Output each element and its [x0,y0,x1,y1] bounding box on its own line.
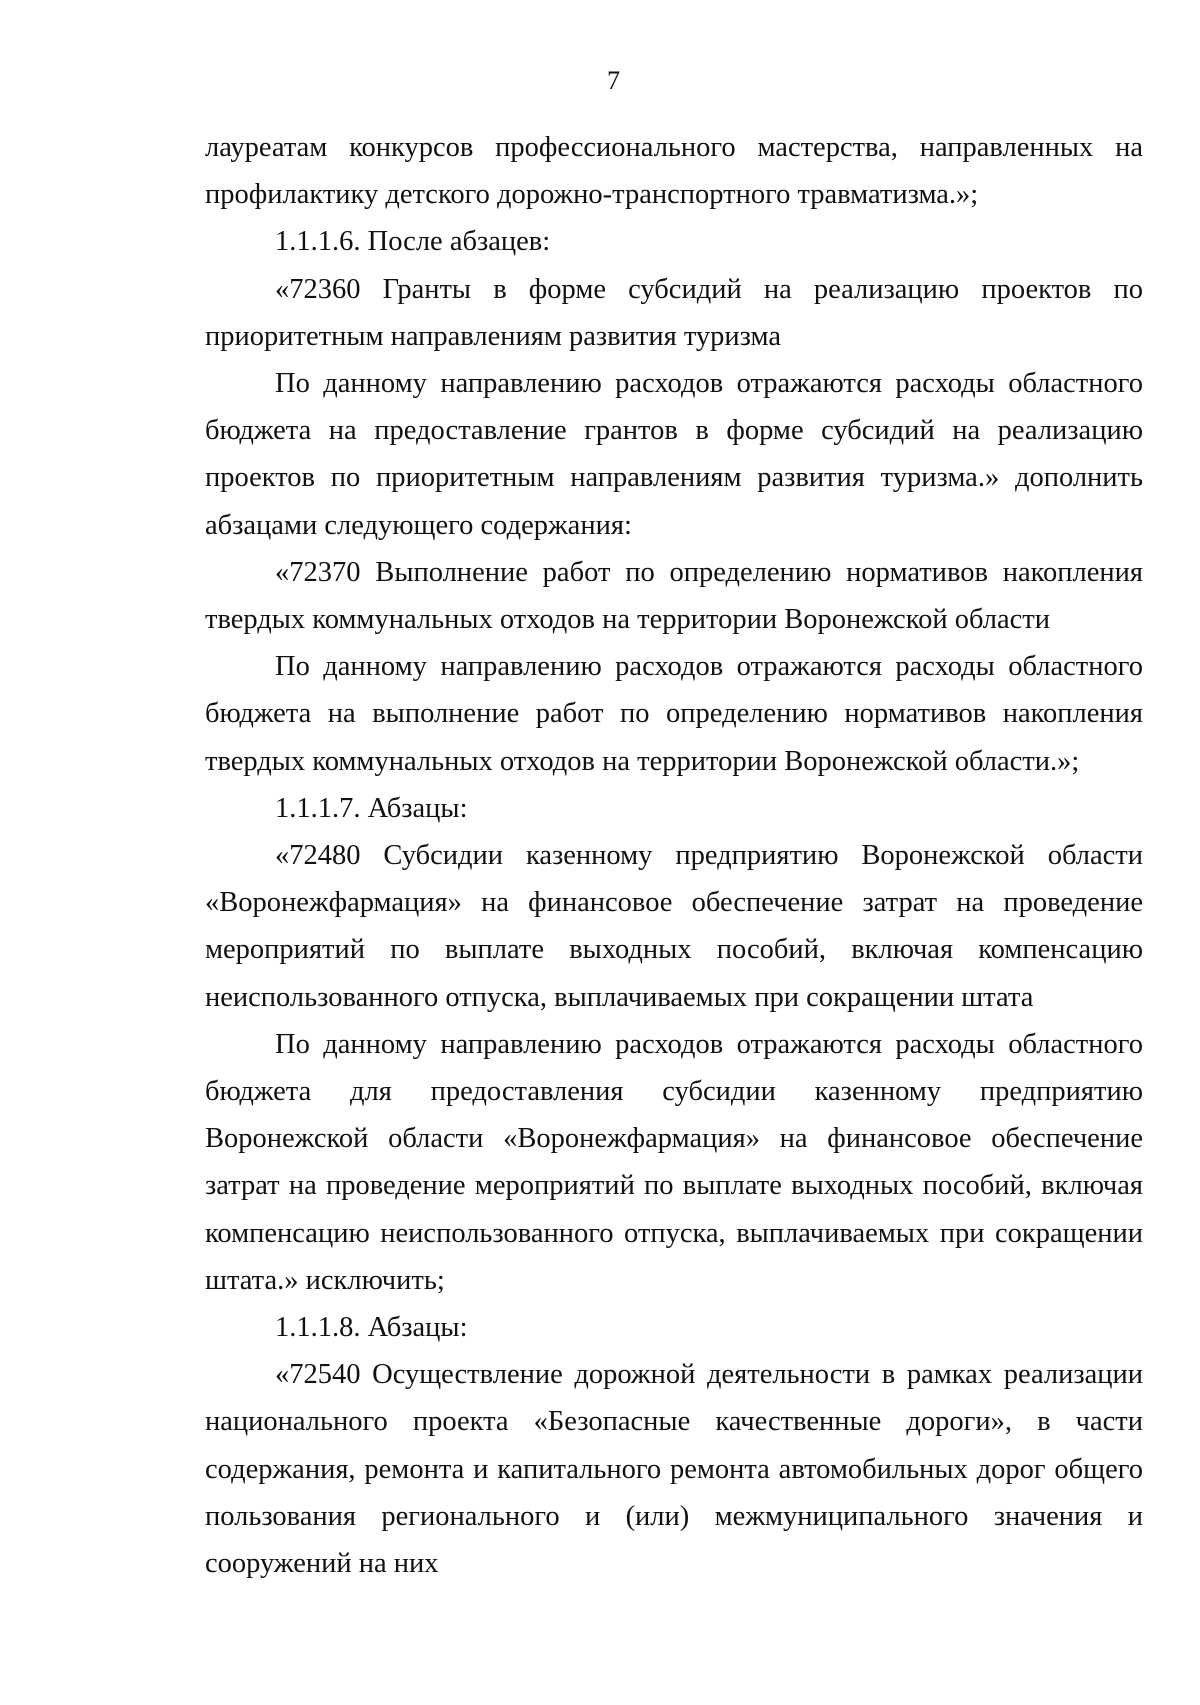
paragraph-clause-1-1-1-8: 1.1.1.8. Абзацы: [275,1312,468,1344]
paragraph-description-72360: По данному направлению расходов отражаются расходы областного бюджета на предоставление грантов в форме субсидий на реализацию проектов по приоритетным направлениям развития туризма.» дополнить абзацами следующего содержания: [205,368,1143,541]
page-number: 7 [607,66,620,95]
paragraph-code-72360: «72360 Гранты в форме субсидий на реализацию проектов по приоритетным направлениям развития туризма [205,273,1143,352]
paragraph-description-72480: По данному направлению расходов отражаются расходы областного бюджета для предоставления субсидии казенному предприятию Воронежской области «Воронежфармация» на финансовое обеспечение затрат на проведение мероприятий по выплате выходных пособий, включая компенсацию неиспользованного отпуска, выплачиваемых при сокращении штата.» исключить; [205,1028,1143,1296]
paragraph-clause-1-1-1-6: 1.1.1.6. После абзацев: [275,226,551,258]
paragraph-clause-1-1-1-7: 1.1.1.7. Абзацы: [275,792,468,824]
paragraph-code-72480: «72480 Субсидии казенному предприятию Воронежской области «Воронежфармация» на финансовое обеспечение затрат на проведение мероприятий по выплате выходных пособий, включая компенсацию неиспользованного отпуска, выплачиваемых при сокращении штата [205,840,1143,1013]
paragraph-code-72540: «72540 Осуществление дорожной деятельности в рамках реализации национального проекта «Безопасные качественные дороги», в части содержания, ремонта и капитального ремонта автомобильных дорог общего пользования регионального и (или) межмуниципального значения и сооружений на них [205,1359,1143,1580]
paragraph-code-72370: «72370 Выполнение работ по определению нормативов накопления твердых коммунальных отходов на территории Воронежской области [205,556,1143,636]
paragraph-description-72370: По данному направлению расходов отражаются расходы областного бюджета на выполнение работ по определению нормативов накопления твердых коммунальных отходов на территории Воронежской области.»; [205,651,1143,777]
paragraph-continuation: лауреатам конкурсов профессионального мастерства, направленных на профилактику детского дорожно-транспортного травматизма.»; [205,132,1143,211]
document-body [205,124,1143,1587]
